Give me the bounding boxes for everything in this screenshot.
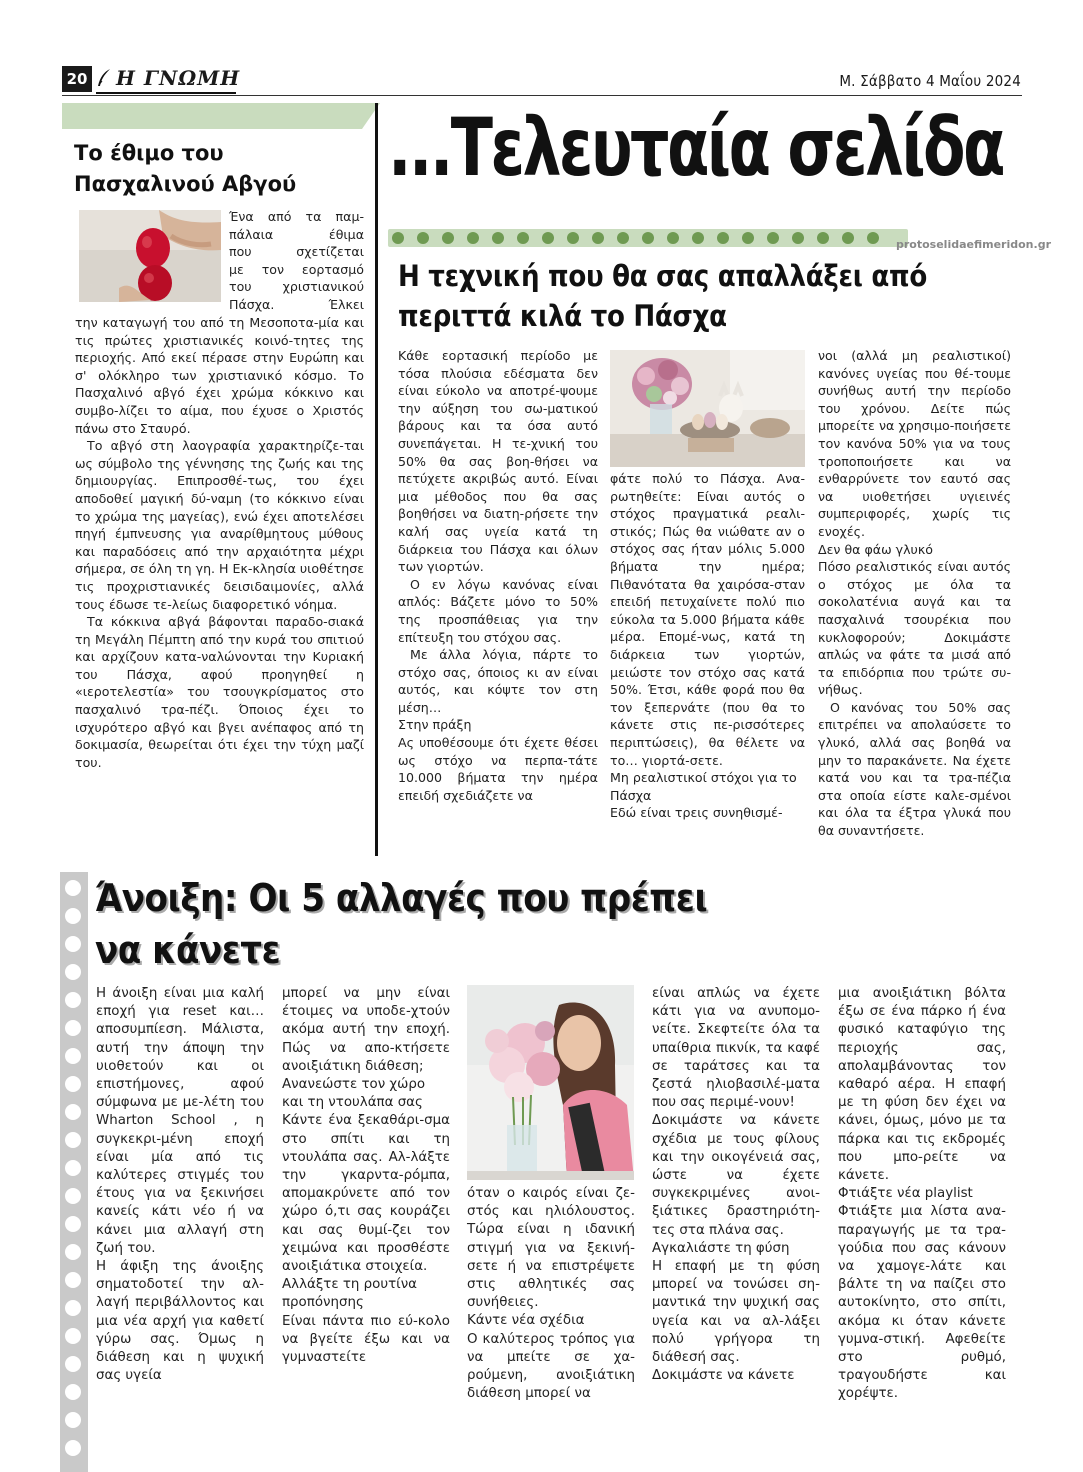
spring-col-4	[652, 985, 820, 1385]
spring-paragraph: Κάντε ένα ξεκαθάρι-σμα στο σπίτι και τη ντουλάπα σας. Αλ-λάξτε την γκαρντα-ρόμπα, απομακρύνετε από τον χώρο ό,τι σας κουράζει και σας θυμί-ζει τον χειμώνα και προσθέστε ανοιξιάτικα στοιχεία.	[282, 1113, 450, 1275]
egg-paragraph: Τα κόκκινα αβγά βάφονται παραδο-σιακά τη Μεγάλη Πέμπτη από την κυρά του σπιτιού και αρχίζουν κατα-ναλώνονται την Κυριακή του Πάσχα, αφού προηγηθεί η «ιεροτελεστία» του τσουγκρίσματος στο πασχαλινό τρα-πέζι. Όποιος έχει το ισχυρότερο αβγό και βγει ανέπαφος από τη δοκιμασία, θεωρείται ότι έχει την τύχη μαζί του.	[75, 614, 364, 770]
easter-table-photo	[610, 350, 805, 467]
spring-paragraph: Είναι πάντα πιο εύ-κολο να βγείτε έξω και να γυμναστείτε	[282, 1313, 450, 1366]
egg-article-body	[75, 314, 364, 771]
spring-subheading: Φτιάξτε νέα playlist	[838, 1186, 973, 1202]
page-number: 20	[62, 66, 92, 92]
tech-col-2	[610, 470, 805, 822]
dot-icon	[517, 232, 529, 244]
dot-icon	[767, 232, 779, 244]
tech-paragraph: Κάθε εορτασική περίοδο με τόσα πλούσια εδέσματα δεν είναι εύκολο να αποτρέ-ψουμε την αύξηση του σω-ματικού βάρους και τα όσα αυτό συνεπάγεται. Η τε-χνική του 50% θα σας βοη-θήσει να πετύχετε ακριβώς αυτό. Είναι μια μέθοδος που θα σας βοηθήσει να διατη-ρήσετε την καλή σας υγεία κατά τη διάρκεια του Πάσχα και όλων των γιορτών.	[398, 348, 598, 575]
spring-paragraph: μπορεί να μην είναι έτοιμες να υποδε-χτούν ακόμα αυτή την εποχή. Πώς να απο-κτήσετε ανοιξιάτικη διάθεση;	[282, 986, 450, 1074]
spring-paragraph: Η άφιξη της άνοιξης σηματοδοτεί την αλ-λαγή περιβάλλοντος και μια νέα αρχή για καθετί γύρω σας. Όμως η διάθεση και η ψυχική σας υγεία	[96, 1259, 264, 1384]
dot-icon	[492, 232, 504, 244]
decorative-dots	[392, 232, 879, 244]
spring-subheading: Ανανεώστε τον χώρο και τη ντουλάπα σας	[282, 1077, 426, 1111]
spring-col-3	[467, 1185, 635, 1403]
egg-wrap-text	[229, 208, 364, 314]
dot-icon	[467, 232, 479, 244]
egg-wrap-line: πάλαια έθιμα	[229, 226, 364, 242]
dot-icon	[392, 232, 404, 244]
tech-paragraph: νοι (αλλά μη ρεαλιστικοί) κανόνες υγείας που θέ-τουμε συνήθως αυτή την περίοδο του χρόνου. Δείτε πώς μπορείτε να χρησιμο-ποιήσετε τον κανόνα 50% για να τους τροποποιήσετε και να ενθαρρύνετε τον εαυτό σας να υιοθετήσει υγιεινές συμπεριφορές, χωρίς τις ενοχές.	[818, 348, 1011, 539]
egg-wrap-line: του χριστιανικού	[229, 279, 364, 295]
brand-name: Η ΓΝΩΜΗ	[116, 66, 241, 90]
tech-paragraph: Ας υποθέσουμε ότι έχετε θέσει ως στόχο να περπα-τάτε 10.000 βήματα την ημέρα επειδή σχεδιάζετε να	[398, 735, 598, 803]
spring-paragraph: Φτιάξτε μια λίστα ανα-παραγωγής με τα τρα-γούδια που σας κάνουν να χαμογε-λάτε και βάλτε τη να παίζει στο αυτοκίνητο, στο σπίτι, ακόμα κι όταν κάνετε γυμνα-στική. Αφεθείτε στο ρυθμό, τραγουδήστε και χορέψτε.	[838, 1204, 1006, 1402]
dot-icon	[842, 232, 854, 244]
dot-icon	[542, 232, 554, 244]
spring-subheading: Αγκαλιάστε τη φύση	[652, 1240, 790, 1256]
section-banner: ...Τελευταία σελίδα	[388, 101, 1003, 194]
header-rule	[62, 95, 1022, 96]
spring-paragraph: Ο καλύτερος τρόπος για να μπείτε σε χα-ρούμενη, ανοιξιάτικη διάθεση μπορεί να	[467, 1331, 635, 1402]
spring-subheading: Αλλάξτε τη ρουτίνα προπόνησης	[282, 1277, 418, 1311]
tech-subheading: Μη ρεαλιστικοί στόχοι για το Πάσχα	[610, 770, 797, 803]
dot-icon	[617, 232, 629, 244]
egg-title-line1: Το έθιμο του	[74, 141, 224, 165]
spring-subheading: Κάντε νέα σχέδια	[467, 1313, 585, 1329]
spring-title-line1: Άνοιξη: Οι 5 αλλαγές που πρέπει	[95, 876, 708, 920]
tech-title-line1: Η τεχνική που θα σας απαλλάξει από	[398, 259, 927, 293]
tech-paragraph: Ο κανόνας του 50% σας επιτρέπει να απολαύσετε το γλυκό, αλλά σας βοηθά να μην το παρακάνετε. Να έχετε κατά νου και τα τρα-πέζια στα οποία είστε καλε-σμένοι και όλα τα έξτρα γλυκά που θα συναντήσετε.	[818, 699, 1011, 839]
dot-icon	[792, 232, 804, 244]
egg-wrap-line: Πάσχα. Έλκει	[229, 296, 364, 312]
spring-paragraph: όταν ο καιρός είναι ζε-στός και ηλιόλουστος. Τώρα είναι η ιδανική στιγμή για να ξεκινή-σετε ή να επιστρέψετε στις αθλητικές σας συνήθειες.	[467, 1186, 635, 1311]
woman-with-flowers-photo	[467, 985, 634, 1180]
dot-icon	[567, 232, 579, 244]
spring-paragraph: είναι απλώς να έχετε κάτι για να ανυπομο-νείτε. Σκεφτείτε όλα τα υπαίθρια πικνίκ, τα καφέ σε ταράτσες και τα ζεστά ηλιοβασιλέ-ματα που σας περιμέ-νουν!	[652, 986, 820, 1111]
dot-icon	[417, 232, 429, 244]
dot-icon	[867, 232, 879, 244]
egg-wrap-line: που σχετίζεται	[229, 244, 364, 260]
spring-title-line2: να κάνετε	[95, 928, 281, 972]
tech-title-line2: περιττά κιλά το Πάσχα	[398, 299, 727, 333]
dot-icon	[667, 232, 679, 244]
egg-article-title	[74, 138, 364, 200]
dot-icon	[717, 232, 729, 244]
tech-paragraph: Με άλλα λόγια, πάρτε το στόχο σας, όποιος κι αν είναι αυτός, και κόψτε τον στη μέση…	[398, 647, 598, 715]
red-eggs-photo	[79, 210, 221, 302]
tech-subheading: Δεν θα φάω γλυκό	[818, 541, 933, 557]
spring-article-title	[95, 872, 915, 976]
egg-paragraph: την καταγωγή του από τη Μεσοποτα-μία και τις πρώτες χριστιανικές κοινό-τητες της περιοχής. Από εκεί πέρασε στην Ευρώπη και σ' ολόκληρο των χριστιανικό κόσμο. Το Πασχαλινό αβγό έχει χρώμα κόκκινο και συμβο-λίζει το αίμα, που έχυσε ο Χριστός πάνω στο Σταυρό.	[75, 315, 364, 436]
brand-underline	[96, 92, 236, 94]
spring-col-5	[838, 985, 1006, 1404]
tech-article-title	[398, 256, 1018, 336]
dot-icon	[817, 232, 829, 244]
source-watermark: protoselidaefimeridon.gr	[896, 238, 1051, 251]
tech-paragraph: Ο εν λόγω κανόνας είναι απλός: Βάζετε μόνο το 50% της προσπάθειας για την επίτευξη του στόχου σας.	[398, 576, 598, 645]
tech-paragraph: Εδώ είναι τρεις συνηθισμέ-	[610, 805, 783, 821]
dot-icon	[692, 232, 704, 244]
spring-paragraph: Δοκιμάστε να κάνετε σχέδια με τους φίλους και την οικογένειά σας, ώστε να έχετε συγκεκριμένες ανοι-ξιάτικες δραστηριότη-τες στα πλάνα σας.	[652, 1113, 820, 1238]
spring-paragraph: Δοκιμάστε να κάνετε	[652, 1368, 795, 1384]
tech-col-1	[398, 347, 598, 804]
egg-paragraph: Το αβγό στη λαογραφία χαρακτηρίζε-ται ως σύμβολο της γέννησης της ζωής και της δημιουργίας. Επιπροσθέ-τως, του έχει αποδοθεί μαγική δύ-ναμη (το κόκκινο είναι το χρώμα της μαγείας), ενώ έχει αποτελέσει πηγή έμπνευσης για αναρίθμητους μύθους και παραδόσεις από την αρχαιότητα μέχρι σήμερα, σε όλη τη γη. Η Εκ-κλησία υιοθέτησε τις προχριστιανικές δεισιδαιμονίες, αλλά τους έδωσε τε-λείως διαφορετικό νόημα.	[75, 438, 364, 612]
tech-paragraph: Πόσο ρεαλιστικός είναι αυτός ο στόχος με όλα τα σοκολατένια αυγά και τα πασχαλινά τσουρέκια που κυκλοφορούν; Δοκιμάστε απλώς να φάτε τα μισά από τα επιδόρπια που τρώτε συ-νήθως.	[818, 559, 1011, 698]
dot-icon	[642, 232, 654, 244]
newspaper-brand	[96, 64, 240, 92]
dot-icon	[592, 232, 604, 244]
egg-title-line2: Πασχαλινού Αβγού	[74, 172, 297, 196]
spring-paragraph: Η άνοιξη είναι μια καλή εποχή για reset και… αποσυμπίεση. Μάλιστα, αυτή την άποψη την υιοθετούν και οι επιστήμονες, αφού σύμφωνα με με-λέτη του Wharton School , η συγκεκρι-μένη εποχή είναι μία από τις καλύτερες στιγμές του έτους για να ξεκινήσει κανείς κάτι νέο ή να κάνει μια αλλαγή στη ζωή του.	[96, 986, 264, 1256]
column-rule	[375, 103, 378, 856]
egg-wrap-line: με τον εορτασμό	[229, 261, 364, 277]
quill-logo-icon	[96, 68, 112, 88]
egg-article-band	[62, 103, 362, 129]
egg-wrap-line: Ένα από τα παμ-	[229, 209, 364, 224]
spring-col-1	[96, 985, 264, 1385]
dot-icon	[742, 232, 754, 244]
tech-col-3	[818, 347, 1011, 840]
tech-paragraph: φάτε πολύ το Πάσχα. Ανα-ρωτηθείτε: Είναι αυτός ο στόχος πραγματικά ρεαλι-στικός; Πώς θα νιώθατε αν ο στόχος σας ήταν μόλις 5.000 βήματα την ημέρα; Πιθανότατα θα χαιρόσα-σταν επειδή πετυχαίνετε πολύ πιο εύκολα τα 5.000 βήματα κάθε μέρα. Επομέ-νως, κατά τη διάρκεια των γιορτών, μειώστε τον στόχο σας κατά 50%. Έτσι, κάθε φορά που θα τον ξεπερνάτε (που θα το κάνετε στις πε-ρισσότερες περιπτώσεις), θα θέλετε να το… γιορτά-σετε.	[610, 471, 805, 768]
issue-date: Μ. Σάββατο 4 Μαΐου 2024	[839, 72, 1021, 90]
dot-icon	[442, 232, 454, 244]
spring-col-2	[282, 985, 450, 1367]
spring-paragraph: μια ανοιξιάτικη βόλτα έξω σε ένα πάρκο ή ένα φυσικό καταφύγιο της περιοχής σας, απολαμβάνοντας τον καθαρό αέρα. Η επαφή με τη φύση δεν έχει να κάνει, όμως, μόνο με τα πάρκα και τις εκδρομές που μπο-ρείτε να κάνετε.	[838, 986, 1006, 1184]
film-strip-decoration	[60, 872, 88, 1472]
tech-subheading: Στην πράξη	[398, 717, 472, 733]
spring-paragraph: Η επαφή με τη φύση μπορεί να τονώσει ση-μαντικά την ψυχική σας υγεία και να αλ-λάξει πολύ γρήγορα τη διάθεσή σας.	[652, 1259, 820, 1366]
